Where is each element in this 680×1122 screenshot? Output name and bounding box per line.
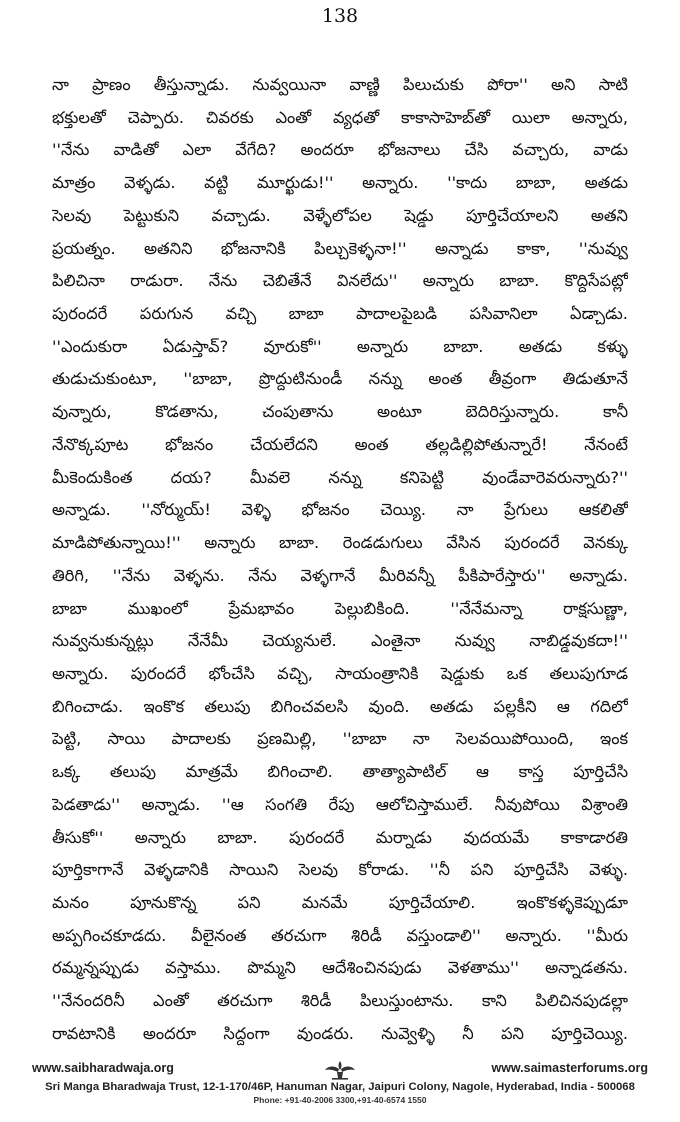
text-line: బిగించాడు. ఇంకొక తలుపు బిగించవలసి వుంది. అతడు పల్లకీని ఆ గదిలో — [52, 696, 628, 716]
text-line: నువ్వనుకున్నట్లు నేనేమీ చెయ్యనులే. ఎంతైనా నువ్వు నాబిడ్డవుకదా!'' — [52, 631, 628, 651]
footer-phone: Phone: +91-40-2006 3300,+91-40-6574 1550 — [253, 1095, 427, 1105]
text-line: ''నేనందరినీ ఎంతో తరచుగా శిరిడీ పిలుస్తుంటాను. కాని పిలిచినపుడల్లా — [52, 991, 628, 1011]
footer-website-link[interactable]: www.saibharadwaja.org — [32, 1061, 174, 1075]
text-line: తీసుకో'' అన్నారు బాబా. పురందరే మర్నాడు వుదయమే కాకాడారతి — [52, 827, 628, 847]
text-line: రావటానికి అందరూ సిద్దంగా వుండరు. నువ్వెళ్ళి నీ పని పూర్తిచెయ్యి. — [52, 1023, 628, 1043]
page-number: 138 — [321, 5, 359, 27]
text-line: రమ్మన్నప్పుడు వస్తాము. పొమ్మని ఆదేశించినపుడు వెళతాము'' అన్నాడతను. — [52, 958, 628, 978]
text-line: పూర్తికాగానే వెళ్ళడానికి సాయిని సెలవు కోరాడు. ''నీ పని పూర్తిచేసి వెళ్ళు. — [52, 860, 628, 880]
text-line: అన్నాడు. ''నోర్ముయ్! వెళ్ళి భోజనం చెయ్యి. నా ప్రేగులు ఆకలితో — [52, 500, 628, 520]
footer-address: Sri Manga Bharadwaja Trust, 12-1-170/46P, Hanuman Nagar, Jaipuri Colony, Nagole, Hyderabad, India - 500068 — [45, 1081, 635, 1093]
text-line: తిరిగి, ''నేను వెళ్ళను. నేను వెళ్ళగానే మీరివన్నీ పీకిపారేస్తారు'' అన్నాడు. — [52, 565, 628, 585]
text-line: మనం పూనుకొన్న పని మనమే పూర్తిచేయాలి. ఇంకొకళ్ళకెప్పుడూ — [52, 892, 628, 912]
text-line: అన్నారు. పురందరే భోంచేసి వచ్చి, సాయంత్రానికి షెడ్డుకు ఒక తలుపుగూడ — [52, 663, 628, 683]
text-line: మాడిపోతున్నాయి!'' అన్నారు బాబా. రెండడుగులు వేసిన పురందరే వెనక్కు — [52, 533, 628, 553]
text-line: పెడతాడు'' అన్నాడు. ''ఆ సంగతి రేపు ఆలోచిస్తాములే. నీవుపోయి విశ్రాంతి — [52, 794, 628, 814]
text-line: ''నేను వాడితో ఎలా వేగేది? అందరూ భోజనాలు చేసి వచ్చారు, వాడు — [52, 140, 628, 160]
text-line: సెలవు పెట్టుకుని వచ్చాడు. వెళ్ళేలోపల షెడ్డు పూర్తిచేయాలని అతని — [52, 205, 628, 225]
text-line: మాత్రం వెళ్ళడు. వట్టి మూర్ఖుడు!'' అన్నారు. ''కాదు బాబా, అతడు — [52, 173, 628, 193]
body-text — [52, 72, 628, 1047]
text-line: అప్పగించకూడదు. వీలైనంత తరచుగా శిరిడీ వస్తుండాలి'' అన్నారు. ''మీరు — [52, 925, 628, 945]
text-line: నా ప్రాణం తీస్తున్నాడు. నువ్వయినా వాణ్ణి పిలుచుకు పోరా'' అని సాటి — [52, 75, 628, 94]
text-line: తుడుచుకుంటూ, ''బాబా, ప్రొద్దుటినుండీ నన్ను అంత తీవ్రంగా తిడుతూనే — [52, 369, 628, 389]
text-line: ప్రయత్నం. అతనిని భోజనానికి పిల్చుకెళ్ళనా!'' అన్నాడు కాకా, ''నువ్వు — [52, 238, 628, 258]
text-line: భక్తులతో చెప్పారు. చివరకు ఎంతో వ్యధతో కాకాసాహెబ్‌తో యిలా అన్నారు, — [52, 107, 628, 127]
text-line: మీకెందుకింత దయ? మీవలె నన్ను కనిపెట్టి వుండేవారెవరున్నారు?'' — [52, 467, 628, 487]
text-line: నేనొక్కపూట భోజనం చేయలేదని అంత తల్లడిల్లిపోతున్నారే! నేనంటే — [52, 434, 628, 454]
trust-emblem-icon — [322, 1060, 358, 1080]
text-line: పిలిచినా రాడురా. నేను చెబితేనే వినలేదు'' అన్నారు బాబా. కొద్దిసేపట్లో — [52, 271, 628, 291]
text-line: ఒక్క తలుపు మాత్రమే బిగించాలి. తాత్యాపాటిల్ ఆ కాస్త పూర్తిచేసి — [52, 762, 628, 782]
text-line: పురందరే పరుగున వచ్చి బాబా పాదాలపైబడి పసివానిలా ఏడ్చాడు. — [52, 304, 628, 324]
text-line: పెట్టి, సాయి పాదాలకు ప్రణమిల్లి, ''బాబా నా సెలవయిపోయింది, ఇంక — [52, 729, 628, 749]
text-line: ''ఎందుకురా ఏడుస్తావ్? వూరుకో'' అన్నారు బాబా. అతడు కళ్ళు — [52, 336, 628, 356]
footer-forum-link[interactable]: www.saimasterforums.org — [491, 1061, 648, 1075]
text-line: బాబా ముఖంలో ప్రేమభావం పెల్లుబికింది. ''నేనేమన్నా రాక్షసుణ్ణా, — [52, 598, 628, 618]
text-line: వున్నారు, కొడతాను, చంపుతాను అంటూ బెదిరిస్తున్నారు. కానీ — [52, 402, 628, 422]
page-footer — [32, 1060, 648, 1116]
